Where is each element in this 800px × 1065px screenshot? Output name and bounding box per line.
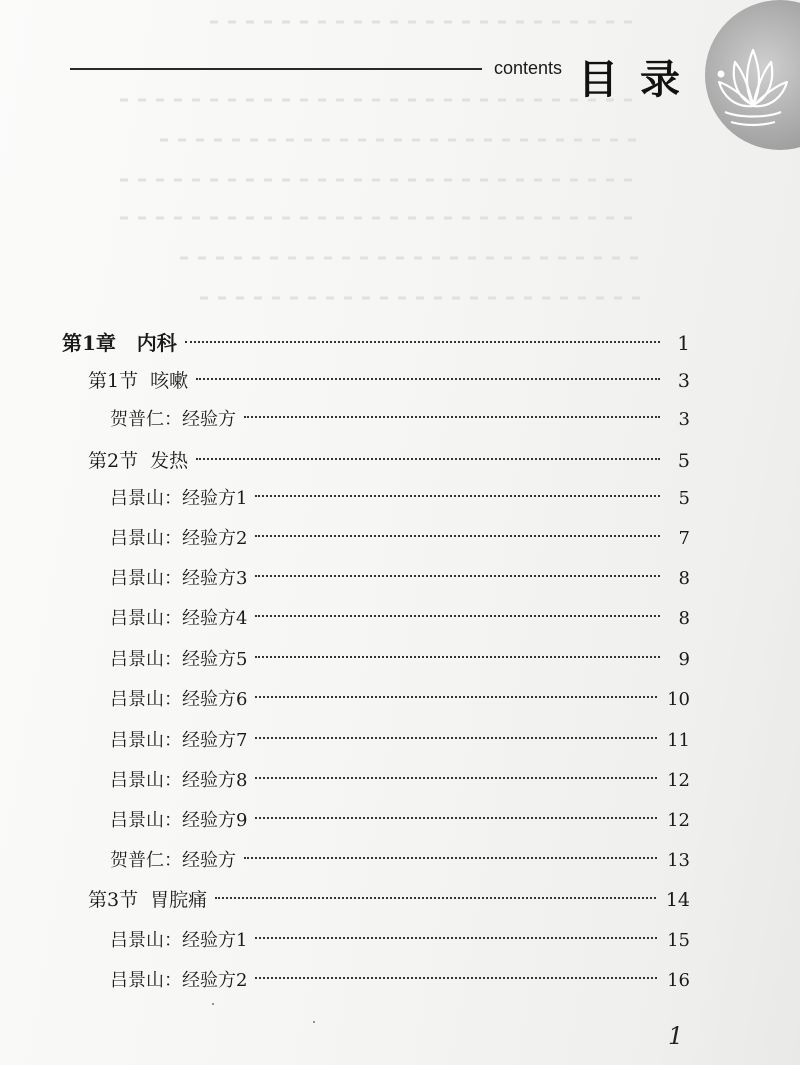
toc-entry-page: 15 (667, 930, 690, 951)
toc-entry-item (110, 645, 690, 675)
toc-entry-page: 12 (667, 770, 690, 791)
toc-entry-label: 吕景山：经验方4 (110, 608, 248, 629)
header-contents-label: contents (494, 58, 563, 78)
toc-entry-label: 吕景山：经验方2 (110, 970, 248, 991)
toc-entry-item (110, 685, 690, 715)
paper-speck (313, 1021, 315, 1023)
toc-entry-page: 10 (667, 689, 690, 710)
toc-entry-item (110, 484, 690, 514)
toc-dot-leader (255, 535, 660, 537)
toc-entry-label: 第3节 胃脘痛 (88, 889, 208, 911)
page-title: 目录 (578, 57, 702, 103)
toc-entry-page: 3 (677, 370, 690, 392)
toc-entry-page: 5 (677, 450, 690, 472)
toc-entry-page: 7 (678, 528, 690, 549)
toc-dot-leader (255, 495, 660, 497)
toc-dot-leader (196, 458, 660, 460)
toc-entry-label: 吕景山：经验方9 (110, 810, 248, 831)
toc-entry-label: 吕景山：经验方2 (110, 528, 248, 549)
toc-entry-item (110, 766, 690, 796)
toc-dot-leader (255, 696, 657, 698)
toc-dot-leader (255, 777, 657, 779)
header-rule (70, 68, 482, 70)
toc-dot-leader (255, 656, 660, 658)
toc-entry-label: 第2节 发热 (88, 450, 189, 472)
toc-dot-leader (244, 857, 657, 859)
toc-dot-leader (255, 937, 657, 939)
toc-dot-leader (196, 378, 660, 380)
toc-entry-label: 吕景山：经验方6 (110, 689, 248, 710)
toc-entry-label: 吕景山：经验方3 (110, 568, 248, 589)
paper-speck (212, 1003, 214, 1005)
toc-entry-label: 吕景山：经验方7 (110, 730, 248, 751)
toc-entry-item (110, 564, 690, 594)
toc-entry-item (110, 405, 690, 435)
toc-entry-item (110, 806, 690, 836)
toc-entry-section (88, 366, 690, 396)
toc-dot-leader (215, 897, 656, 899)
toc-entry-item (110, 604, 690, 634)
toc-entry-page: 9 (678, 649, 690, 670)
toc-entry-page: 13 (667, 850, 690, 871)
lotus-ornament-icon (705, 10, 800, 140)
page-number: 1 (668, 1022, 684, 1050)
toc-entry-page: 1 (677, 331, 690, 355)
toc-entry-label: 贺普仁：经验方 (110, 409, 236, 430)
toc-entry-item (110, 726, 690, 756)
toc-dot-leader (244, 416, 660, 418)
toc-dot-leader (255, 977, 657, 979)
toc-entry-item (110, 524, 690, 554)
toc-entry-page: 8 (678, 608, 690, 629)
toc-entry-page: 11 (667, 730, 690, 751)
toc-entry-section (88, 446, 690, 476)
toc-entry-section (88, 885, 690, 915)
toc-entry-item (110, 966, 690, 996)
toc-entry-page: 8 (678, 568, 690, 589)
toc-entry-page: 14 (665, 889, 690, 911)
toc-entry-item (110, 846, 690, 876)
toc-entry-page: 5 (678, 488, 690, 509)
toc-entry-label: 吕景山：经验方8 (110, 770, 248, 791)
toc-entry-page: 16 (667, 970, 690, 991)
toc-entry-label: 第1节 咳嗽 (88, 370, 189, 392)
toc-entry-label: 吕景山：经验方1 (110, 488, 248, 509)
toc-entry-item (110, 926, 690, 956)
toc-dot-leader (255, 737, 657, 739)
toc-entry-chapter (62, 328, 690, 358)
toc-dot-leader (255, 615, 660, 617)
toc-entry-page: 3 (678, 409, 690, 430)
toc-dot-leader (185, 341, 660, 343)
toc-dot-leader (255, 817, 657, 819)
toc-entry-label: 第1章 内科 (62, 331, 177, 355)
toc-entry-label: 吕景山：经验方1 (110, 930, 248, 951)
toc-entry-label: 吕景山：经验方5 (110, 649, 248, 670)
toc-entry-page: 12 (667, 810, 690, 831)
toc-dot-leader (255, 575, 660, 577)
toc-entry-label: 贺普仁：经验方 (110, 850, 236, 871)
